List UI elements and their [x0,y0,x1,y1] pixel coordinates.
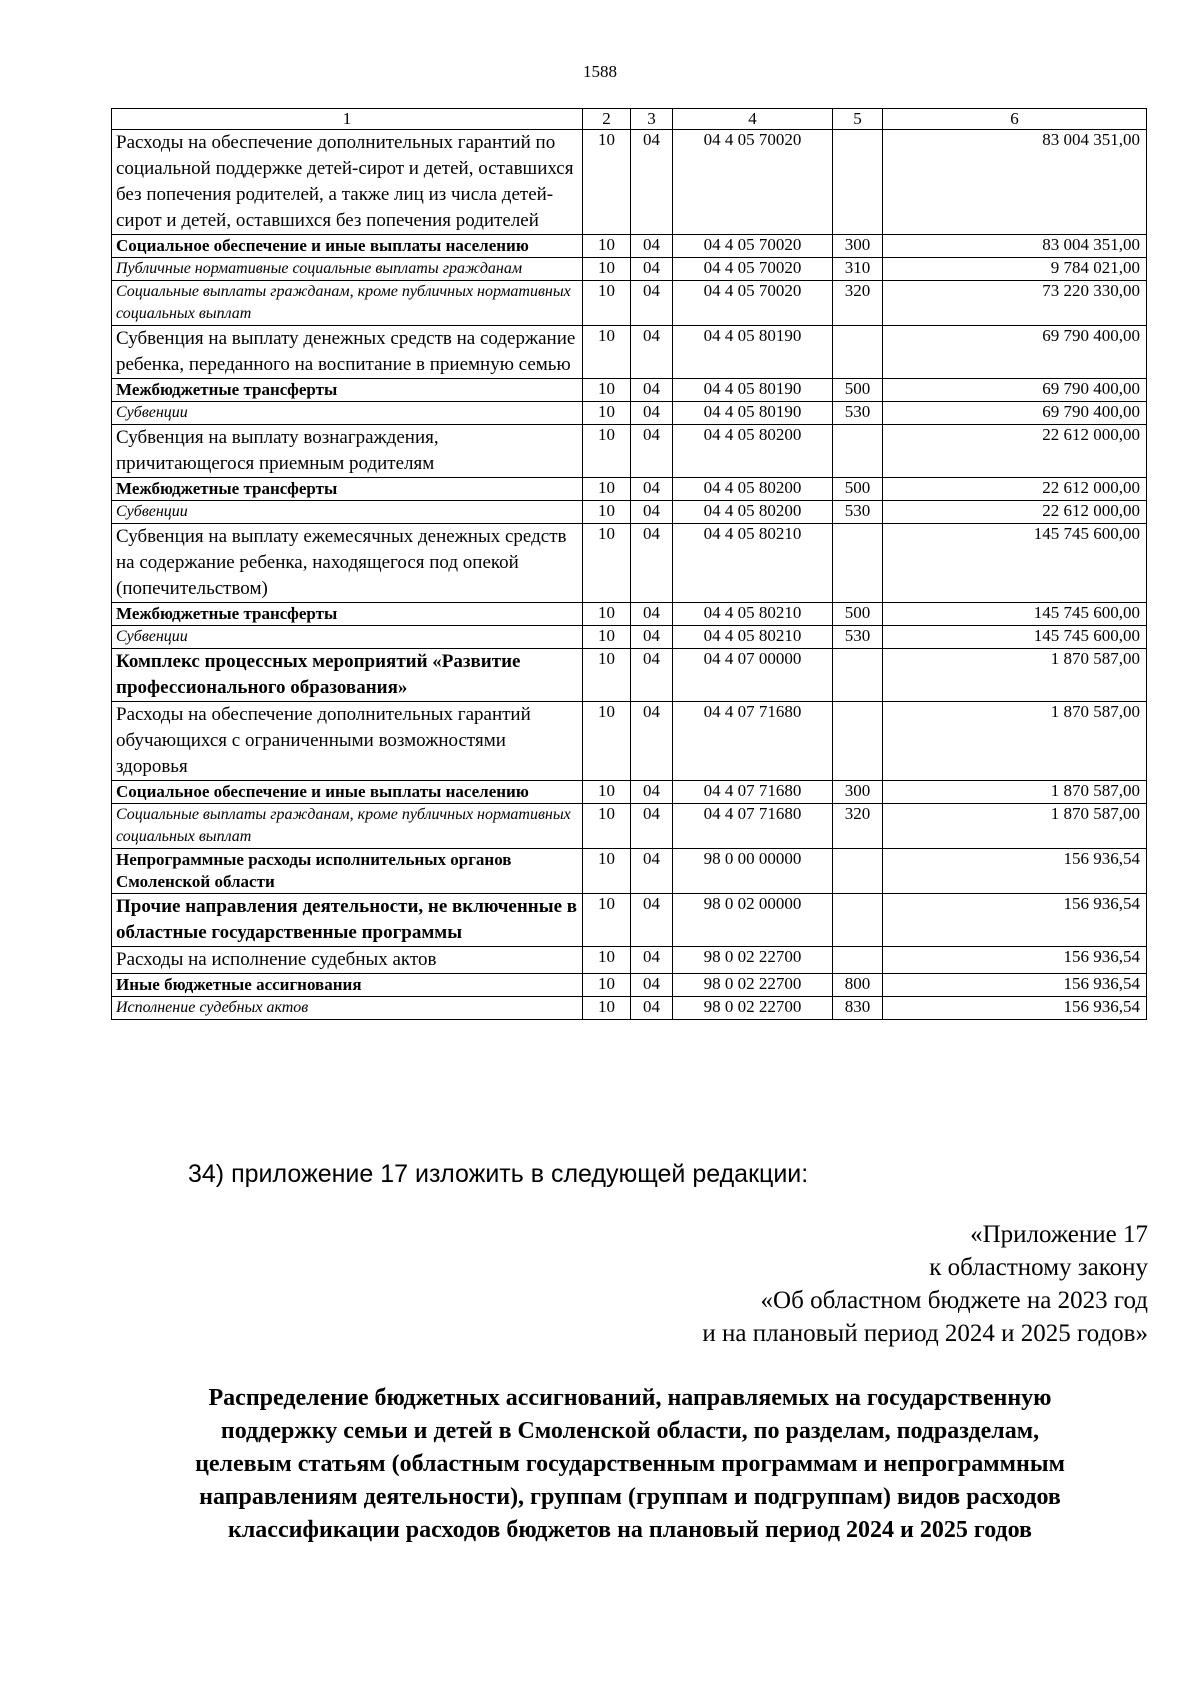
cell-target-article: 04 4 05 80190 [673,402,833,425]
cell-expense-type: 500 [833,478,883,501]
cell-target-article: 04 4 05 80190 [673,379,833,402]
cell-target-article: 04 4 05 70020 [673,130,833,235]
cell-expense-type: 500 [833,379,883,402]
cell-amount: 156 936,54 [883,997,1147,1020]
cell-subsection: 04 [631,849,673,894]
table-row [112,501,1147,524]
cell-name: Субвенции [112,402,583,425]
cell-subsection: 04 [631,626,673,649]
cell-target-article: 04 4 05 80200 [673,478,833,501]
cell-expense-type: 830 [833,997,883,1020]
cell-subsection: 04 [631,804,673,849]
cell-section: 10 [583,281,631,326]
table-row [112,781,1147,804]
title-line: поддержку семьи и детей в Смоленской области, по разделам, подразделам, [220,1418,1040,1444]
cell-amount: 83 004 351,00 [883,130,1147,235]
cell-target-article: 04 4 05 70020 [673,235,833,258]
cell-amount: 156 936,54 [883,849,1147,894]
amendment-point: 34) приложение 17 изложить в следующей редакции: [188,1160,809,1188]
cell-expense-type [833,425,883,478]
cell-name: Расходы на обеспечение дополнительных гарантий обучающихся с ограниченными возможностями здоровья [112,702,583,781]
cell-amount: 73 220 330,00 [883,281,1147,326]
cell-amount: 22 612 000,00 [883,425,1147,478]
cell-amount: 145 745 600,00 [883,524,1147,603]
cell-target-article: 04 4 05 80210 [673,626,833,649]
table-row [112,130,1147,235]
cell-section: 10 [583,603,631,626]
table-row [112,478,1147,501]
cell-name: Социальные выплаты гражданам, кроме публичных нормативных социальных выплат [112,281,583,326]
cell-section: 10 [583,235,631,258]
cell-subsection: 04 [631,235,673,258]
cell-subsection: 04 [631,974,673,997]
cell-name: Субвенция на выплату денежных средств на содержание ребенка, переданного на воспитание в приемную семью [112,326,583,379]
cell-expense-type [833,524,883,603]
cell-target-article: 04 4 07 00000 [673,649,833,702]
appendix-heading [448,1218,1148,1350]
cell-name: Исполнение судебных актов [112,997,583,1020]
table-row [112,849,1147,894]
cell-expense-type [833,649,883,702]
cell-subsection: 04 [631,894,673,947]
title-line: направлениям деятельности), группам (группам и подгруппам) видов расходов [199,1484,1061,1510]
table-row [112,603,1147,626]
cell-amount: 9 784 021,00 [883,258,1147,281]
table-row [112,947,1147,974]
cell-expense-type [833,849,883,894]
cell-subsection: 04 [631,258,673,281]
cell-amount: 1 870 587,00 [883,804,1147,849]
cell-amount: 156 936,54 [883,947,1147,974]
cell-expense-type: 320 [833,804,883,849]
appendix-line: и на плановый период 2024 и 2025 годов» [702,1320,1148,1347]
cell-section: 10 [583,849,631,894]
cell-subsection: 04 [631,524,673,603]
cell-name: Непрограммные расходы исполнительных органов Смоленской области [112,849,583,894]
cell-expense-type [833,947,883,974]
cell-target-article: 04 4 05 80190 [673,326,833,379]
cell-expense-type: 300 [833,235,883,258]
cell-target-article: 98 0 00 00000 [673,849,833,894]
cell-subsection: 04 [631,603,673,626]
cell-expense-type [833,130,883,235]
table-row [112,281,1147,326]
cell-name: Межбюджетные трансферты [112,478,583,501]
cell-amount: 1 870 587,00 [883,702,1147,781]
cell-subsection: 04 [631,501,673,524]
table-row [112,524,1147,603]
cell-subsection: 04 [631,425,673,478]
cell-target-article: 04 4 05 80210 [673,524,833,603]
cell-subsection: 04 [631,781,673,804]
table-row [112,326,1147,379]
cell-expense-type: 300 [833,781,883,804]
cell-name: Субвенции [112,501,583,524]
cell-target-article: 04 4 07 71680 [673,702,833,781]
cell-section: 10 [583,258,631,281]
table-row [112,894,1147,947]
cell-subsection: 04 [631,947,673,974]
cell-expense-type: 530 [833,626,883,649]
cell-amount: 69 790 400,00 [883,379,1147,402]
cell-amount: 69 790 400,00 [883,326,1147,379]
table-row [112,235,1147,258]
table-row [112,402,1147,425]
table-row [112,702,1147,781]
title-line: классификации расходов бюджетов на плановый период 2024 и 2025 годов [228,1517,1032,1543]
cell-amount: 83 004 351,00 [883,235,1147,258]
table-row [112,974,1147,997]
budget-table [111,108,1147,1020]
cell-amount: 156 936,54 [883,894,1147,947]
cell-expense-type [833,326,883,379]
cell-target-article: 98 0 02 22700 [673,974,833,997]
table-row [112,997,1147,1020]
cell-amount: 22 612 000,00 [883,478,1147,501]
cell-target-article: 98 0 02 00000 [673,894,833,947]
cell-target-article: 04 4 07 71680 [673,804,833,849]
cell-amount: 145 745 600,00 [883,603,1147,626]
cell-subsection: 04 [631,379,673,402]
cell-amount: 1 870 587,00 [883,781,1147,804]
cell-section: 10 [583,997,631,1020]
cell-section: 10 [583,478,631,501]
cell-subsection: 04 [631,702,673,781]
cell-target-article: 04 4 05 80210 [673,603,833,626]
table-row [112,258,1147,281]
cell-subsection: 04 [631,478,673,501]
cell-target-article: 98 0 02 22700 [673,947,833,974]
header-cell: 5 [833,109,883,130]
cell-name: Субвенция на выплату вознаграждения, причитающегося приемным родителям [112,425,583,478]
table-row [112,649,1147,702]
cell-section: 10 [583,501,631,524]
table-row [112,425,1147,478]
cell-expense-type [833,702,883,781]
cell-section: 10 [583,781,631,804]
appendix-line: «Приложение 17 [970,1221,1148,1248]
cell-name: Субвенции [112,626,583,649]
cell-section: 10 [583,974,631,997]
cell-section: 10 [583,130,631,235]
cell-section: 10 [583,626,631,649]
cell-section: 10 [583,649,631,702]
cell-name: Межбюджетные трансферты [112,379,583,402]
page-number: 1588 [583,62,617,81]
cell-subsection: 04 [631,997,673,1020]
cell-name: Иные бюджетные ассигнования [112,974,583,997]
cell-section: 10 [583,379,631,402]
cell-target-article: 04 4 07 71680 [673,781,833,804]
cell-name: Публичные нормативные социальные выплаты гражданам [112,258,583,281]
header-cell: 4 [673,109,833,130]
cell-expense-type: 320 [833,281,883,326]
cell-amount: 156 936,54 [883,974,1147,997]
cell-section: 10 [583,894,631,947]
cell-section: 10 [583,804,631,849]
table-row [112,626,1147,649]
cell-target-article: 04 4 05 70020 [673,258,833,281]
header-cell: 3 [631,109,673,130]
cell-target-article: 04 4 05 80200 [673,425,833,478]
title-line: Распределение бюджетных ассигнований, направляемых на государственную [208,1385,1052,1411]
cell-target-article: 98 0 02 22700 [673,997,833,1020]
cell-expense-type: 500 [833,603,883,626]
cell-expense-type [833,894,883,947]
cell-expense-type: 530 [833,402,883,425]
cell-expense-type: 800 [833,974,883,997]
cell-target-article: 04 4 05 80200 [673,501,833,524]
cell-subsection: 04 [631,281,673,326]
cell-section: 10 [583,524,631,603]
cell-subsection: 04 [631,326,673,379]
cell-subsection: 04 [631,130,673,235]
cell-name: Комплекс процессных мероприятий «Развитие профессионального образования» [112,649,583,702]
title-line: целевым статьям (областным государственным программам и непрограммным [195,1451,1065,1477]
table-body [112,130,1147,1020]
cell-name: Прочие направления деятельности, не включенные в областные государственные программы [112,894,583,947]
cell-expense-type: 310 [833,258,883,281]
cell-subsection: 04 [631,649,673,702]
cell-name: Социальное обеспечение и иные выплаты населению [112,235,583,258]
cell-amount: 1 870 587,00 [883,649,1147,702]
cell-name: Социальное обеспечение и иные выплаты населению [112,781,583,804]
cell-subsection: 04 [631,402,673,425]
cell-section: 10 [583,702,631,781]
cell-name: Межбюджетные трансферты [112,603,583,626]
table-row [112,804,1147,849]
header-cell: 6 [883,109,1147,130]
table-header-row [112,109,1147,130]
cell-name: Расходы на исполнение судебных актов [112,947,583,974]
cell-amount: 69 790 400,00 [883,402,1147,425]
document-title [110,1382,1150,1547]
table-row [112,379,1147,402]
appendix-line: «Об областном бюджете на 2023 год [760,1287,1148,1314]
cell-section: 10 [583,947,631,974]
header-cell: 2 [583,109,631,130]
cell-section: 10 [583,402,631,425]
cell-name: Расходы на обеспечение дополнительных гарантий по социальной поддержке детей-сирот и детей, оставшихся без попечения родителей, а также лиц из числа детей-сирот и детей, оставшихся без попечения родителей [112,130,583,235]
cell-section: 10 [583,425,631,478]
cell-amount: 22 612 000,00 [883,501,1147,524]
cell-expense-type: 530 [833,501,883,524]
appendix-line: к областному закону [929,1254,1148,1281]
cell-target-article: 04 4 05 70020 [673,281,833,326]
cell-name: Субвенция на выплату ежемесячных денежных средств на содержание ребенка, находящегося под опекой (попечительством) [112,524,583,603]
cell-section: 10 [583,326,631,379]
cell-name: Социальные выплаты гражданам, кроме публичных нормативных социальных выплат [112,804,583,849]
cell-amount: 145 745 600,00 [883,626,1147,649]
header-cell: 1 [112,109,583,130]
